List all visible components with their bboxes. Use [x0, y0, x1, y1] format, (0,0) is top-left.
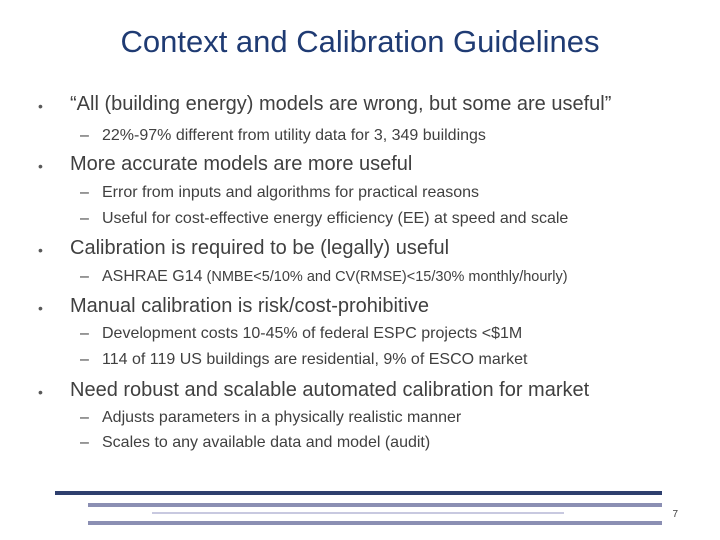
bullet-dot: •	[38, 158, 43, 174]
footer-line	[55, 491, 662, 495]
sub-bullet-text: 22%-97% different from utility data for 3, 349 buildings	[102, 127, 486, 144]
sub-bullet-text: Error from inputs and algorithms for practical reasons	[102, 184, 480, 201]
sub-bullet-dash: –	[80, 325, 89, 342]
standard-detail: (NMBE<5/10% and CV(RMSE)<15/30% monthly/hourly)	[202, 269, 568, 285]
bullet-dot: •	[38, 300, 43, 316]
bullet-text: Manual calibration is risk/cost-prohibitive	[70, 295, 430, 317]
sub-bullet-dash: –	[80, 434, 89, 451]
footer-line	[88, 521, 662, 525]
standard-name: ASHRAE G14	[102, 268, 203, 285]
bullet-dot: •	[38, 384, 43, 400]
sub-bullet-dash: –	[80, 184, 89, 201]
page-number: 7	[672, 509, 678, 520]
sub-bullet-dash: –	[80, 351, 89, 368]
bullet-text: “All (building energy) models are wrong, but some are useful”	[70, 93, 612, 115]
sub-bullet-dash: –	[80, 409, 89, 426]
footer-line	[88, 503, 662, 507]
sub-bullet-text: Scales to any available data and model (audit)	[102, 434, 431, 451]
sub-bullet-dash: –	[80, 268, 89, 285]
sub-bullet-text: Useful for cost-effective energy efficiency (EE) at speed and scale	[102, 210, 569, 227]
bullet-text: Calibration is required to be (legally) useful	[70, 237, 450, 259]
sub-bullet-dash: –	[80, 210, 89, 227]
sub-bullet-text: Adjusts parameters in a physically realistic manner	[102, 409, 462, 426]
bullet-text: Need robust and scalable automated calibration for market	[70, 379, 590, 401]
slide-title: Context and Calibration Guidelines	[120, 24, 600, 59]
bullet-dot: •	[38, 98, 43, 114]
bullet-dot: •	[38, 242, 43, 258]
sub-bullet-text: Development costs 10-45% of federal ESPC projects <$1M	[102, 325, 523, 342]
sub-bullet-dash: –	[80, 127, 89, 144]
footer-line	[152, 512, 564, 514]
sub-bullet-text: 114 of 119 US buildings are residential, 9% of ESCO market	[102, 351, 528, 368]
bullet-text: More accurate models are more useful	[70, 153, 413, 175]
